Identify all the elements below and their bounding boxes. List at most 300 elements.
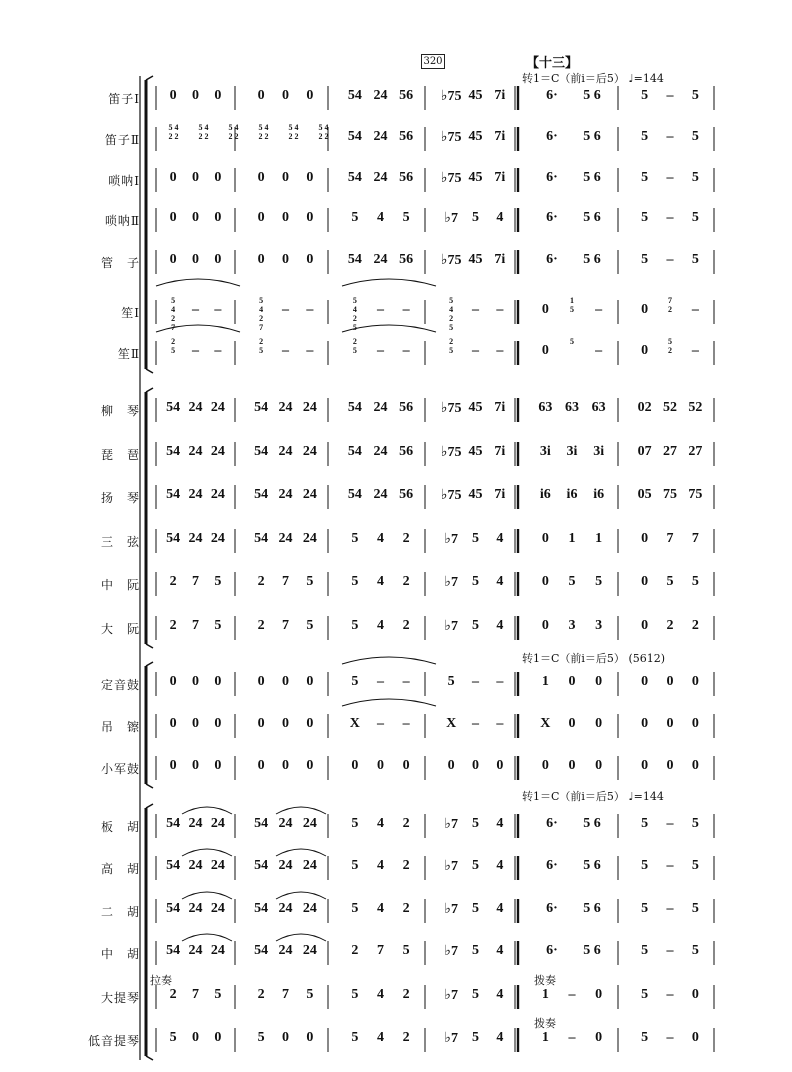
note: 4 — [377, 574, 384, 589]
note: 5 — [351, 618, 359, 633]
note: 0 — [282, 1030, 289, 1045]
note: 3 — [595, 618, 603, 633]
instrument-label: 扬 琴 — [100, 491, 140, 505]
note: 0 — [641, 674, 649, 689]
note: 63 — [538, 400, 553, 415]
note: 0 — [595, 758, 603, 773]
note: 0 — [257, 716, 265, 731]
note: 5 — [641, 210, 649, 225]
note: 0 — [306, 716, 314, 731]
note: 1 — [568, 531, 576, 546]
note: 7i — [494, 487, 506, 502]
instrument-label: 小军鼓 — [100, 762, 140, 776]
note: 45 — [468, 129, 483, 144]
note: – — [666, 858, 674, 873]
barline — [146, 804, 153, 808]
note: 0 — [257, 88, 265, 103]
note: 0 — [496, 758, 504, 773]
note: 7 — [282, 618, 289, 633]
note: 5 — [351, 574, 359, 589]
note: 54 — [254, 400, 269, 415]
note: 0 — [282, 252, 289, 267]
note: 0 — [568, 674, 576, 689]
note: 54 — [254, 487, 269, 502]
note: 0 — [568, 758, 576, 773]
note: 24 — [302, 943, 317, 958]
note: 24 — [188, 858, 203, 873]
chord-stack: 5 4 2 5 — [352, 296, 357, 332]
note: 24 — [210, 487, 225, 502]
instrument-label: 大提琴 — [100, 991, 140, 1005]
chord-stack: 5 4 2 2 — [198, 123, 209, 141]
note: 0 — [169, 88, 177, 103]
note: X — [446, 716, 457, 731]
note: 4 — [377, 816, 384, 831]
barline — [146, 644, 153, 648]
note: 4 — [496, 574, 504, 589]
tie-arc — [276, 892, 326, 899]
note: 7 — [377, 943, 384, 958]
barline — [146, 388, 153, 392]
note: 0 — [169, 170, 177, 185]
note: 56 — [399, 88, 414, 103]
note: 54 — [347, 400, 362, 415]
note: 45 — [468, 170, 483, 185]
note: 2 — [169, 618, 177, 633]
note: 3i — [539, 444, 551, 459]
note: 0 — [282, 88, 289, 103]
chord-stack: 5 4 2 7 — [259, 296, 264, 332]
note: 0 — [169, 716, 177, 731]
note: 5 — [214, 987, 222, 1002]
note: 24 — [302, 400, 317, 415]
instrument-label: 吊 镲 — [100, 720, 140, 734]
note: 0 — [214, 758, 222, 773]
note: 5 — [472, 618, 479, 633]
rehearsal-mark: 【十三】 — [526, 56, 579, 71]
note: 0 — [306, 252, 314, 267]
chord-stack: 5 — [570, 337, 574, 346]
note: – — [377, 343, 384, 358]
note: 6· — [546, 252, 558, 267]
note: 4 — [496, 858, 504, 873]
note: 7 — [192, 618, 199, 633]
note: – — [666, 1030, 674, 1045]
note: 2 — [402, 574, 410, 589]
note: 24 — [188, 531, 203, 546]
note: 5 — [472, 531, 479, 546]
note: 0 — [192, 758, 199, 773]
note: 24 — [302, 531, 317, 546]
note: 4 — [377, 858, 384, 873]
note: 0 — [214, 170, 222, 185]
note: 7 — [666, 531, 674, 546]
note: 54 — [254, 858, 269, 873]
note: 5 — [306, 574, 314, 589]
instrument-label: 中 胡 — [100, 947, 140, 961]
note: 5 — [214, 574, 222, 589]
note: – — [472, 343, 479, 358]
instrument-label: 板 胡 — [100, 820, 140, 834]
note: 0 — [214, 210, 222, 225]
note: 7i — [494, 444, 506, 459]
note: ♭7 — [444, 988, 458, 1003]
note: 56 — [399, 487, 414, 502]
note: 0 — [192, 1030, 199, 1045]
note: 4 — [496, 1030, 504, 1045]
note: – — [595, 343, 603, 358]
note: 0 — [192, 716, 199, 731]
note: 4 — [377, 901, 384, 916]
note: 5 — [641, 901, 649, 916]
note: 0 — [257, 252, 265, 267]
note: 54 — [166, 444, 181, 459]
note: 6· — [546, 943, 558, 958]
note: ♭75 — [440, 130, 462, 145]
note: 24 — [210, 943, 225, 958]
instrument-label: 唢呐Ⅰ — [108, 174, 140, 188]
note: 0 — [691, 716, 699, 731]
note: 5 — [691, 816, 699, 831]
note: 2 — [169, 987, 177, 1002]
tie-arc — [276, 934, 326, 941]
note: 0 — [192, 674, 199, 689]
modulation-percussion: 转1＝C（前i＝后5） (5612) — [522, 652, 666, 665]
barline — [146, 662, 153, 666]
note: 4 — [377, 1030, 384, 1045]
note: 0 — [257, 170, 265, 185]
barline — [146, 1056, 153, 1060]
note: 0 — [257, 210, 265, 225]
instrument-label: 笙Ⅰ — [121, 306, 140, 320]
note: 63 — [591, 400, 606, 415]
note: 6· — [546, 901, 558, 916]
note: 2 — [402, 618, 410, 633]
note: ♭75 — [440, 488, 462, 503]
note: – — [472, 716, 479, 731]
note: 7 — [192, 574, 199, 589]
note: – — [691, 302, 699, 317]
note: 0 — [666, 674, 674, 689]
note: – — [666, 170, 674, 185]
note: – — [568, 987, 576, 1002]
chord-stack: 5 4 2 2 — [228, 123, 239, 141]
instrument-label: 笛子Ⅰ — [108, 92, 140, 106]
note: 05 — [637, 487, 652, 502]
note: 24 — [188, 444, 203, 459]
technique-pizz-cello: 拨奏 — [534, 974, 556, 987]
note: 7i — [494, 88, 506, 103]
note: 5 — [691, 210, 699, 225]
note: 0 — [641, 716, 649, 731]
note: 5 — [641, 816, 649, 831]
note: 0 — [377, 758, 384, 773]
note: 54 — [347, 170, 362, 185]
note: 2 — [402, 858, 410, 873]
note: 4 — [377, 987, 384, 1002]
note: 5 6 — [583, 816, 601, 831]
note: 5 — [641, 88, 649, 103]
note: – — [402, 674, 410, 689]
note: ♭7 — [444, 575, 458, 590]
instrument-label: 定音鼓 — [100, 678, 140, 692]
note: 0 — [666, 758, 674, 773]
note: 54 — [166, 858, 181, 873]
note: 3 — [568, 618, 576, 633]
note: 2 — [402, 531, 410, 546]
note: 5 — [472, 210, 479, 225]
chord-stack: 5 4 2 2 — [168, 123, 179, 141]
note: – — [496, 302, 504, 317]
note: 7i — [494, 170, 506, 185]
note: 7 — [282, 574, 289, 589]
note: 5 — [472, 1030, 479, 1045]
note: 0 — [568, 716, 576, 731]
barline — [146, 369, 153, 373]
note: 2 — [691, 618, 699, 633]
note: – — [472, 674, 479, 689]
note: 54 — [347, 444, 362, 459]
note: 24 — [373, 400, 388, 415]
note: 5 — [472, 901, 479, 916]
note: 24 — [373, 88, 388, 103]
tie-arc — [342, 279, 436, 286]
note: 5 — [691, 901, 699, 916]
note: – — [496, 674, 504, 689]
note: 5 — [169, 1030, 177, 1045]
note: 5 — [691, 574, 699, 589]
note: – — [377, 674, 384, 689]
note: 24 — [278, 444, 293, 459]
note: 45 — [468, 400, 483, 415]
note: 24 — [302, 858, 317, 873]
note: 52 — [663, 400, 677, 415]
modulation-top: 转1＝C（前i＝后5） ♩=144 — [522, 72, 664, 85]
note: 0 — [402, 758, 410, 773]
note: 0 — [641, 618, 649, 633]
note: – — [666, 987, 674, 1002]
note: 54 — [254, 901, 269, 916]
note: 24 — [278, 531, 293, 546]
note: ♭75 — [440, 445, 462, 460]
note: 0 — [192, 210, 199, 225]
note: 24 — [278, 858, 293, 873]
note: 4 — [496, 210, 504, 225]
note: 0 — [282, 758, 289, 773]
note: 0 — [306, 1030, 314, 1045]
note: 5 — [402, 943, 410, 958]
chord-stack: 5 4 2 5 — [449, 296, 454, 332]
note: 7 — [192, 987, 199, 1002]
note: 0 — [691, 758, 699, 773]
note: 0 — [306, 758, 314, 773]
note: 5 — [472, 816, 479, 831]
note: 0 — [691, 674, 699, 689]
note: 56 — [399, 444, 414, 459]
note: 5 6 — [583, 170, 601, 185]
note: i6 — [539, 487, 551, 502]
note: 56 — [399, 129, 414, 144]
note: 24 — [373, 444, 388, 459]
chord-stack: 7 2 — [668, 296, 672, 314]
note: 54 — [254, 943, 269, 958]
note: 24 — [210, 816, 225, 831]
note: 4 — [496, 531, 504, 546]
note: 5 — [472, 943, 479, 958]
note: 24 — [210, 444, 225, 459]
note: – — [306, 343, 314, 358]
note: 5 — [351, 531, 359, 546]
note: 5 — [691, 129, 699, 144]
note: – — [666, 88, 674, 103]
note: ♭75 — [440, 171, 462, 186]
note: 07 — [637, 444, 652, 459]
note: 24 — [302, 444, 317, 459]
instrument-label: 唢呐Ⅱ — [104, 214, 140, 228]
note: 0 — [595, 987, 603, 1002]
note: 54 — [347, 487, 362, 502]
note: 0 — [257, 758, 265, 773]
note: ♭7 — [444, 532, 458, 547]
note: 0 — [541, 618, 549, 633]
technique-arco: 拉奏 — [150, 974, 172, 987]
note: 5 — [214, 618, 222, 633]
note: 6· — [546, 88, 558, 103]
note: 54 — [347, 88, 362, 103]
note: – — [377, 302, 384, 317]
note: 0 — [192, 170, 199, 185]
chord-stack: 5 4 2 2 — [318, 123, 329, 141]
note: ♭75 — [440, 89, 462, 104]
note: 5 6 — [583, 858, 601, 873]
note: 5 — [351, 987, 359, 1002]
note: 3i — [593, 444, 605, 459]
note: 5 — [641, 858, 649, 873]
note: 63 — [565, 400, 579, 415]
note: 4 — [377, 618, 384, 633]
note: 54 — [254, 531, 269, 546]
note: – — [192, 302, 199, 317]
tie-arc — [276, 807, 326, 814]
note: 54 — [347, 252, 362, 267]
note: – — [282, 343, 289, 358]
note: ♭7 — [444, 859, 458, 874]
note: 5 — [306, 618, 314, 633]
note: – — [377, 716, 384, 731]
note: ♭7 — [444, 211, 458, 226]
note: 0 — [472, 758, 479, 773]
note: 5 6 — [583, 129, 601, 144]
tie-arc — [156, 325, 240, 332]
note: – — [666, 210, 674, 225]
note: ♭7 — [444, 902, 458, 917]
note: 2 — [169, 574, 177, 589]
page-number: 320 — [421, 54, 445, 69]
note: 54 — [254, 816, 269, 831]
note: 24 — [373, 129, 388, 144]
tie-arc — [182, 807, 232, 814]
note: 0 — [282, 674, 289, 689]
note: 0 — [192, 252, 199, 267]
note: – — [214, 343, 222, 358]
note: 5 — [351, 858, 359, 873]
note: 5 — [351, 674, 359, 689]
note: 5 — [351, 901, 359, 916]
note: 0 — [214, 88, 222, 103]
note: 56 — [399, 400, 414, 415]
note: 5 — [691, 88, 699, 103]
note: – — [666, 816, 674, 831]
note: 24 — [302, 901, 317, 916]
note: 0 — [541, 531, 549, 546]
note: 4 — [496, 987, 504, 1002]
note: – — [214, 302, 222, 317]
note: 5 — [447, 674, 455, 689]
note: 0 — [447, 758, 455, 773]
tie-arc — [156, 279, 240, 286]
note: 4 — [496, 943, 504, 958]
note: ♭7 — [444, 944, 458, 959]
note: 1 — [541, 674, 549, 689]
note: 54 — [166, 400, 181, 415]
instrument-label: 管 子 — [100, 256, 140, 270]
instrument-label: 低音提琴 — [87, 1034, 140, 1048]
note: 5 — [472, 987, 479, 1002]
note: 5 — [641, 129, 649, 144]
note: 6· — [546, 170, 558, 185]
tie-arc — [342, 657, 436, 664]
note: 4 — [496, 816, 504, 831]
note: 5 — [595, 574, 603, 589]
note: 4 — [496, 901, 504, 916]
note: 2 — [257, 618, 265, 633]
note: 54 — [166, 901, 181, 916]
note: 24 — [210, 901, 225, 916]
note: 56 — [399, 170, 414, 185]
note: – — [496, 343, 504, 358]
note: 5 6 — [583, 252, 601, 267]
note: 5 — [641, 252, 649, 267]
note: 0 — [595, 1030, 603, 1045]
chord-stack: 1 5 — [570, 296, 574, 314]
note: 5 — [257, 1030, 265, 1045]
note: 24 — [210, 858, 225, 873]
note: ♭75 — [440, 253, 462, 268]
note: 5 — [568, 574, 576, 589]
note: 54 — [166, 816, 181, 831]
note: 1 — [595, 531, 603, 546]
note: 52 — [688, 400, 703, 415]
note: 5 — [691, 858, 699, 873]
note: 1 — [541, 1030, 549, 1045]
note: 24 — [188, 943, 203, 958]
note: 27 — [688, 444, 703, 459]
note: 24 — [188, 901, 203, 916]
note: 5 — [691, 943, 699, 958]
note: 5 — [472, 574, 479, 589]
note: 6· — [546, 858, 558, 873]
note: – — [595, 302, 603, 317]
note: 5 — [402, 210, 410, 225]
instrument-label: 大 阮 — [100, 622, 140, 636]
chord-stack: 5 2 — [668, 337, 672, 355]
chord-stack: 2 5 — [259, 337, 264, 355]
note: 5 — [351, 210, 359, 225]
note: 45 — [468, 252, 483, 267]
note: 5 — [351, 816, 359, 831]
note: 6· — [546, 210, 558, 225]
instrument-label: 琵 琶 — [100, 448, 140, 462]
